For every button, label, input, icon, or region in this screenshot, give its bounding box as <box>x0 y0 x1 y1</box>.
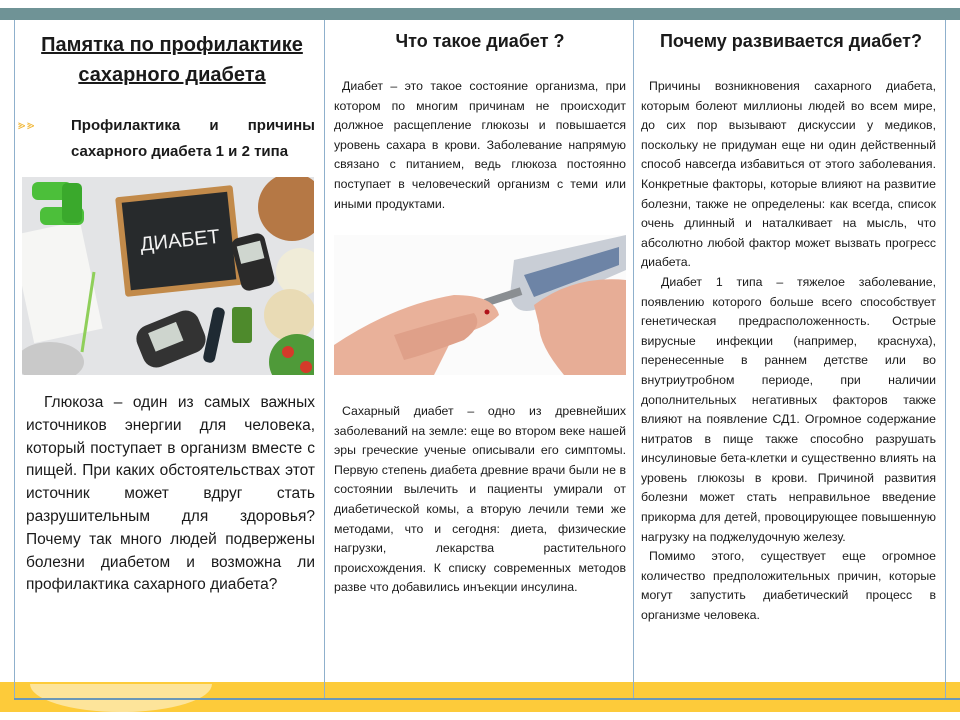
what-is-diabetes-text <box>334 77 626 214</box>
what-is-diabetes-heading: Что такое диабет ? <box>395 31 565 51</box>
chalkboard-text: ДИАБЕТ <box>139 225 221 257</box>
causes-paragraph-3: Помимо этого, существует еще огромное количество предположительных причин, которые могут запустить диабетический процесс в организме человека. <box>641 549 936 623</box>
leaflet-title: Памятка по профилактике сахарного диабета <box>41 34 303 86</box>
why-diabetes-heading: Почему развивается диабет? <box>659 31 922 51</box>
causes-paragraph-1: Причины возникновения сахарного диабета, которым болеют миллионы людей во всем мире, до сих пор вызывают дискуссии у медиков, поскольку не придуман еще ни один действенный способ навсегда избавиться от этого заболевания. Конкретные факторы, которые влияют на развитие болезни, также не определены: как всегда, список очень длинный и наталкивает на мысль, что абсолютно любой фактор может вызвать прогресс диабета. <box>641 79 936 270</box>
panel-bottom-border <box>14 698 960 700</box>
history-text <box>334 402 626 598</box>
leaflet-subtitle: Профилактика и причины сахарного диабета 1 и 2 типа <box>71 117 315 160</box>
causes-paragraph-2: Диабет 1 типа – тяжелое заболевание, появлению которого больше всего способствует генетическая предрасположенность. Острые вирусные инфекции (например, краснуха), перенесенные в раннем детстве или во внутриутробном периоде, при наличии дополнительных негативных факторов также влияют на появление СД1. Огромное содержание нитратов в пище также способно разрушать инсулиновые бета-клетки и существенно влиять на уровень глюкозы в крови. Причиной развития болезни может стать неправильное введение прикорма для детей, провоцирующее повышенную нагрузку на поджелудочную железу. <box>641 274 936 544</box>
glucose-test-image <box>334 235 626 375</box>
intro-paragraph: Глюкоза – один из самых важных источников энергии для человека, который поступает в организм вместе с пищей. При каких обстоятельствах этот источник может вдруг стать разрушительным для здоровья? Почему так много людей подвержены болезни диабетом и возможна ли профилактика сахарного диабета? <box>26 394 315 594</box>
double-chevron-icon: ⪢ ⪢ <box>18 117 34 132</box>
history-paragraph: Сахарный диабет – одно из древнейших заболеваний на земле: еще во втором веке нашей эры греческие ученые описывали его симптомы. Первую степень диабета древние врачи были не в состоянии вылечить и пациенты умирали от диабетической комы, а вторую лечили теми же методами, что и сегодня: диета, физические нагрузки, лекарства растительного происхождения. К списку современных методов разве что добавились инъекции инсулина. <box>334 404 626 595</box>
causes-text <box>641 77 936 626</box>
top-decorative-bar <box>0 8 960 20</box>
diabetes-collage-image <box>22 177 314 375</box>
definition-paragraph: Диабет – это такое состояние организма, при котором по многим причинам не происходит должное расщепление глюкозы и повышается уровень сахара в крови. Заболевание напрямую связано с питанием, ведь глюкоза постоянно поступает в человеческий организм с теми или иными продуктами. <box>334 79 626 211</box>
